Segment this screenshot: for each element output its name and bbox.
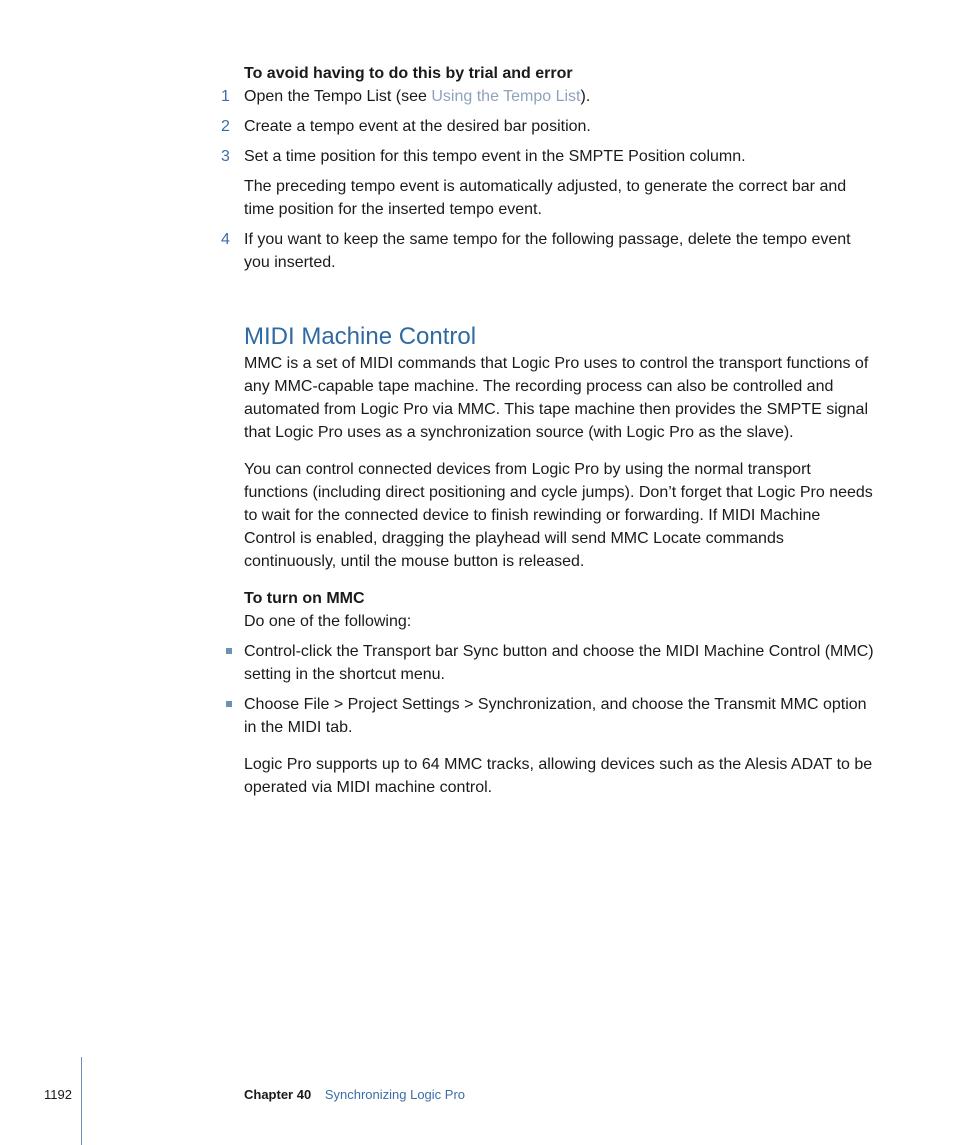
tempo-list-link[interactable]: Using the Tempo List (431, 88, 581, 105)
step-1-text-before: Open the Tempo List (see (244, 88, 432, 105)
step-text (244, 85, 876, 108)
step-3-note: The preceding tempo event is automatically adjusted, to generate the correct bar and time position for the inserted tempo event. (244, 178, 847, 218)
page-number: 1192 (44, 1087, 72, 1102)
task-intro: Do one of the following: (244, 613, 412, 630)
step-number: 1 (221, 88, 230, 105)
page-content (221, 62, 876, 799)
step-1-text-after: ). (580, 88, 591, 105)
mmc-options-list (244, 640, 876, 739)
bullet-text: Choose File > Project Settings > Synchronization, and choose the Transmit MMC option in the MIDI tab. (244, 696, 867, 736)
step-number: 2 (221, 118, 230, 135)
footer-divider (81, 1057, 82, 1145)
step-3 (221, 145, 876, 168)
step-1 (221, 85, 876, 108)
bullet-square-icon (226, 701, 232, 707)
step-text: Create a tempo event at the desired bar position. (244, 118, 591, 135)
step-number: 3 (221, 148, 230, 165)
task-title-tempo: To avoid having to do this by trial and error (244, 65, 573, 82)
step-number: 4 (221, 231, 230, 248)
list-item (244, 640, 876, 686)
step-2 (221, 115, 876, 138)
task-title-mmc: To turn on MMC (244, 590, 365, 607)
section-heading-mmc: MIDI Machine Control (244, 323, 477, 350)
mmc-closing-paragraph: Logic Pro supports up to 64 MMC tracks, allowing devices such as the Alesis ADAT to be operated via MIDI machine control. (244, 756, 873, 796)
list-item (244, 693, 876, 739)
bullet-text: Control-click the Transport bar Sync button and choose the MIDI Machine Control (MMC) setting in the shortcut menu. (244, 643, 874, 683)
chapter-label: Chapter 40 (244, 1087, 312, 1102)
bullet-square-icon (226, 648, 232, 654)
footer-chapter (244, 1087, 465, 1102)
mmc-paragraph-1: MMC is a set of MIDI commands that Logic Pro uses to control the transport functions of any MMC-capable tape machine. The recording process can also be controlled and automated from Logic Pro via MMC. This tape machine then provides the SMPTE signal that Logic Pro uses as a synchronization source (with Logic Pro as the slave). (244, 355, 869, 441)
step-text: If you want to keep the same tempo for the following passage, delete the tempo event you inserted. (244, 231, 851, 271)
step-4 (221, 228, 876, 274)
tempo-steps-list (221, 85, 876, 274)
chapter-title: Synchronizing Logic Pro (324, 1087, 466, 1102)
step-text: Set a time position for this tempo event in the SMPTE Position column. (244, 148, 746, 165)
mmc-paragraph-2: You can control connected devices from Logic Pro by using the normal transport functions (including direct positioning and cycle jumps). Don’t forget that Logic Pro needs to wait for the connected device to finish rewinding or forwarding. If MIDI Machine Control is enabled, dragging the playhead will send MMC Locate commands continuously, until the mouse button is released. (244, 461, 873, 570)
